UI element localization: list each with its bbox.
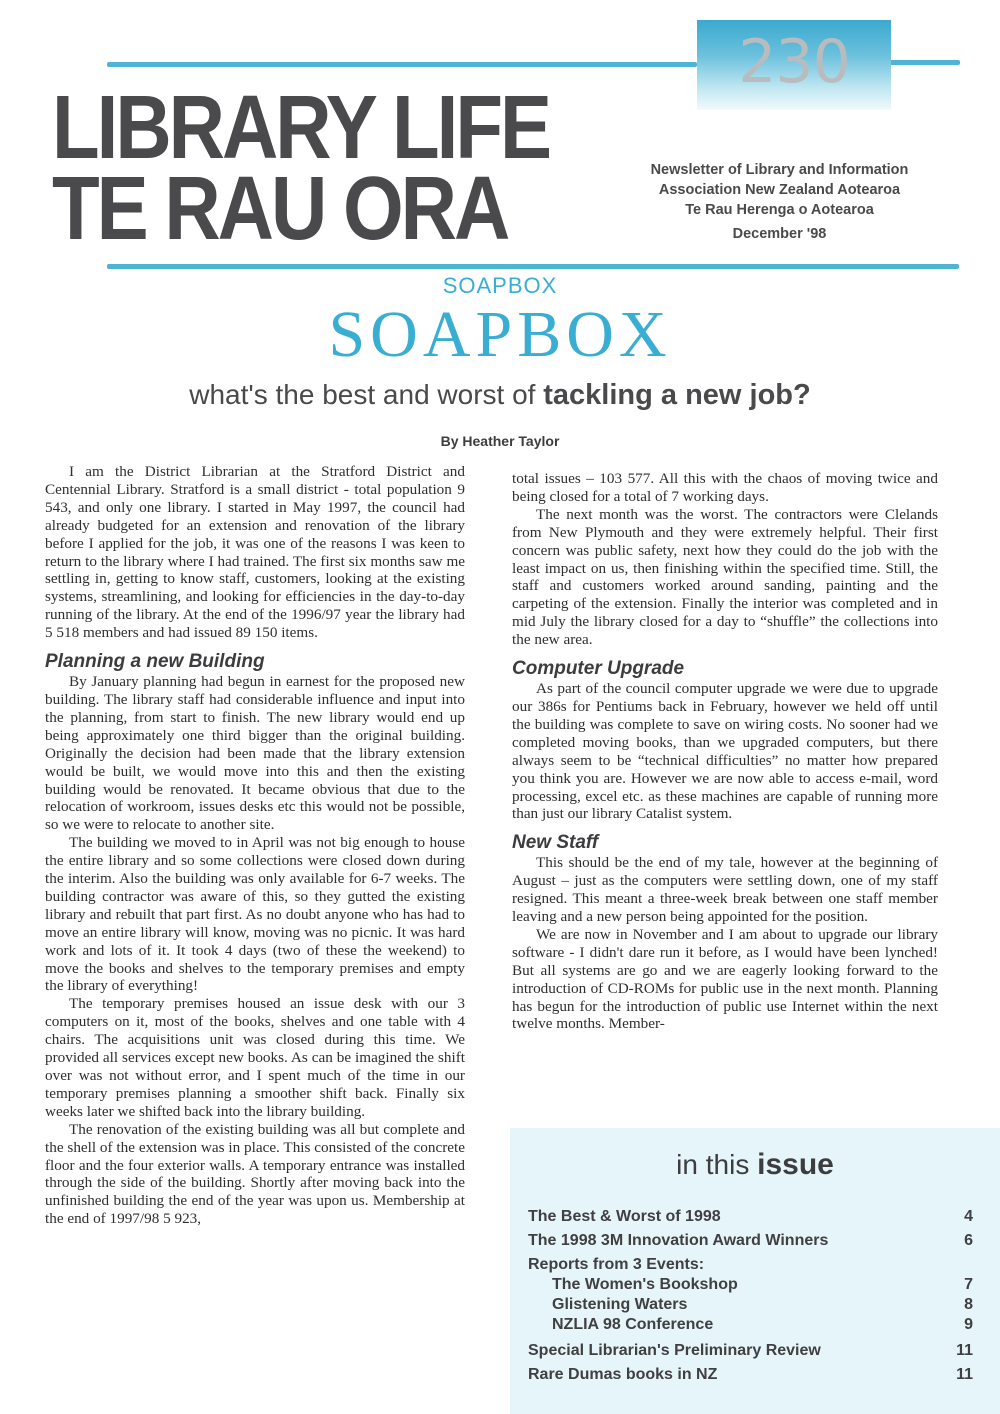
heading-computer-upgrade: Computer Upgrade — [512, 658, 685, 680]
masthead-top-rule-right — [888, 60, 960, 65]
panel-title-regular: in this — [676, 1149, 758, 1180]
in-this-issue-title — [510, 1148, 1000, 1182]
toc-item-page: 9 — [964, 1316, 973, 1333]
toc-item-page: 8 — [964, 1296, 973, 1313]
toc-item-title: The 1998 3M Innovation Award Winners — [528, 1232, 829, 1249]
masthead-top-rule — [107, 62, 697, 67]
toc-item-title: Special Librarian's Preliminary Review — [528, 1342, 821, 1359]
article-byline: By Heather Taylor — [440, 433, 560, 449]
toc-item[interactable] — [528, 1208, 973, 1232]
section-label-soapbox: SOAPBOX — [328, 298, 672, 371]
issue-number-box — [697, 20, 891, 110]
toc-item[interactable] — [528, 1232, 973, 1256]
issue-number: 230 — [738, 27, 850, 97]
toc-group-title: Reports from 3 Events: — [528, 1256, 705, 1273]
toc-item[interactable] — [528, 1342, 973, 1366]
paragraph: The renovation of the existing building was all but complete and the shell of the extension was in place. This consisted of the concrete floor and the four exterior walls. A temporary entrance was installed through the side of the building. Shortly after moving back into the unfinished building the end of the year was upon us. Membership at the end of 1997/98 5 923, — [45, 1120, 465, 1228]
toc-item-page: 11 — [956, 1366, 973, 1383]
paragraph: This should be the end of my tale, however at the beginning of August – just as the computers were settling down, one of my staff resigned. This meant a three-week break between one staff member leaving and a new person being appointed for the position. — [512, 854, 938, 926]
toc-item-page: 6 — [964, 1232, 973, 1249]
toc-item-page: 4 — [964, 1208, 973, 1225]
masthead-title-line2: TE RAU ORA — [52, 157, 508, 259]
article-column-right — [512, 470, 938, 1033]
toc-item-title: Glistening Waters — [552, 1296, 688, 1313]
section-label-soapbox-overlay: SOAPBOX — [442, 273, 558, 298]
toc-subitem[interactable] — [528, 1276, 973, 1296]
paragraph: The building we moved to in April was not big enough to house the entire library and so some collections were closed down during the interim. Also the building was only available for 6-7 weeks. The building contractor was aware of this, so they gutted the existing library and rebuilt that part first. As no doubt anyone who has had to move an entire library will know, moving was no picnic. It was hard work and lots of it. It took 4 days (two of these the weekend) to move the books and shelves to the temporary premises and empty the library of everything! — [45, 834, 465, 995]
tagline-line: Te Rau Herenga o Aotearoa — [685, 202, 874, 218]
toc-item[interactable] — [528, 1366, 973, 1390]
table-of-contents — [528, 1208, 973, 1390]
heading-new-staff: New Staff — [512, 832, 599, 854]
toc-group-header — [528, 1256, 973, 1276]
masthead-tagline — [612, 160, 947, 244]
paragraph-intro: I am the District Librarian at the Stratford District and Centennial Library. Stratford is a small district - total population 9 543, and only one library. I started in May 1997, the council had already budgeted for an extension and renovation of the library before I applied for the job, it was one of the reasons I was keen to return to the library where I had trained. The first six months saw me settling in, getting to know staff, customers, looking at the existing systems, streamlining, and looking for efficiencies in the day-to-day running of the library. At the end of the 1996/97 year the library had 5 518 members and had issued 89 150 items. — [45, 463, 465, 642]
toc-subitem[interactable] — [528, 1296, 973, 1316]
heading-planning: Planning a new Building — [45, 651, 265, 673]
toc-item-title: The Women's Bookshop — [552, 1276, 738, 1293]
article-headline — [0, 378, 1000, 412]
paragraph: The temporary premises housed an issue desk with our 3 computers on it, most of the books, shelves and one table with 4 chairs. The acquisitions unit was closed during this time. We provided all services except new books. As can be imagined the shift over was not without error, and I spent much of the time in our temporary premises planning a smoother shift back. Finally six weeks later we shifted back into the library building. — [45, 995, 465, 1120]
toc-item-page: 11 — [956, 1342, 973, 1359]
issue-date: December '98 — [732, 226, 827, 242]
paragraph: The next month was the worst. The contractors were Clelands from New Plymouth and they were extremely helpful. Their first concern was public safety, next how they could do the job with the least impact on us, then finishing within the specified time. Still, the staff and customers worked around sanding, painting and the carpeting of the extension. Finally the interior was completed and in mid July the library closed for a day to “shuffle” the collections into the new area. — [512, 505, 938, 649]
paragraph: We are now in November and I am about to upgrade our library software - I didn't dare run it before, as I would have been lynched! But all systems are go and we are eagerly looking forward to the introduction of CD-ROMs for public use in the next month. Planning has begun for the introduction of public use Internet within the next twelve months. Member- — [512, 925, 938, 1033]
toc-subitem[interactable] — [528, 1316, 973, 1342]
masthead-title-line1: LIBRARY LIFE — [52, 76, 550, 178]
article-column-left — [45, 463, 465, 1228]
paragraph-continued: total issues – 103 577. All this with the chaos of moving twice and being closed for a total of 7 working days. — [512, 470, 938, 505]
tagline-line: Association New Zealand Aotearoa — [658, 182, 901, 198]
in-this-issue-panel — [510, 1128, 1000, 1414]
masthead-bottom-rule — [107, 264, 959, 269]
paragraph: As part of the council computer upgrade we were due to upgrade our 386s for Pentiums back in February, however we held off until the building was complete to save on wiring costs. No sooner had we completed moving books, than we upgraded computers, but there always seem to be “technical difficulties” no matter how prepared you think you are. However we are now able to access e-mail, word processing, excel etc. as these machines are capable of running more than just our library Catalist system. — [512, 680, 938, 823]
headline-regular: what's the best and worst of — [189, 379, 544, 410]
toc-item-title: NZLIA 98 Conference — [552, 1316, 714, 1333]
tagline-line: Newsletter of Library and Information — [650, 162, 909, 178]
paragraph: By January planning had begun in earnest for the proposed new building. The library staff had considerable influence and input into the planning, from start to finish. The new library would end up being approximately one third bigger than the original building. Originally the decision had been made that the library extension would be built, we would move into this and then the existing building would be renovated. It became obvious that due to the relocation of workroom, issues desks etc this would not be possible, so we were to relocate to another site. — [45, 673, 465, 834]
headline-bold: tackling a new job? — [543, 379, 811, 411]
toc-item-page: 7 — [964, 1276, 973, 1293]
toc-item-title: The Best & Worst of 1998 — [528, 1208, 721, 1225]
toc-item-title: Rare Dumas books in NZ — [528, 1366, 718, 1383]
panel-title-bold: issue — [757, 1148, 834, 1181]
